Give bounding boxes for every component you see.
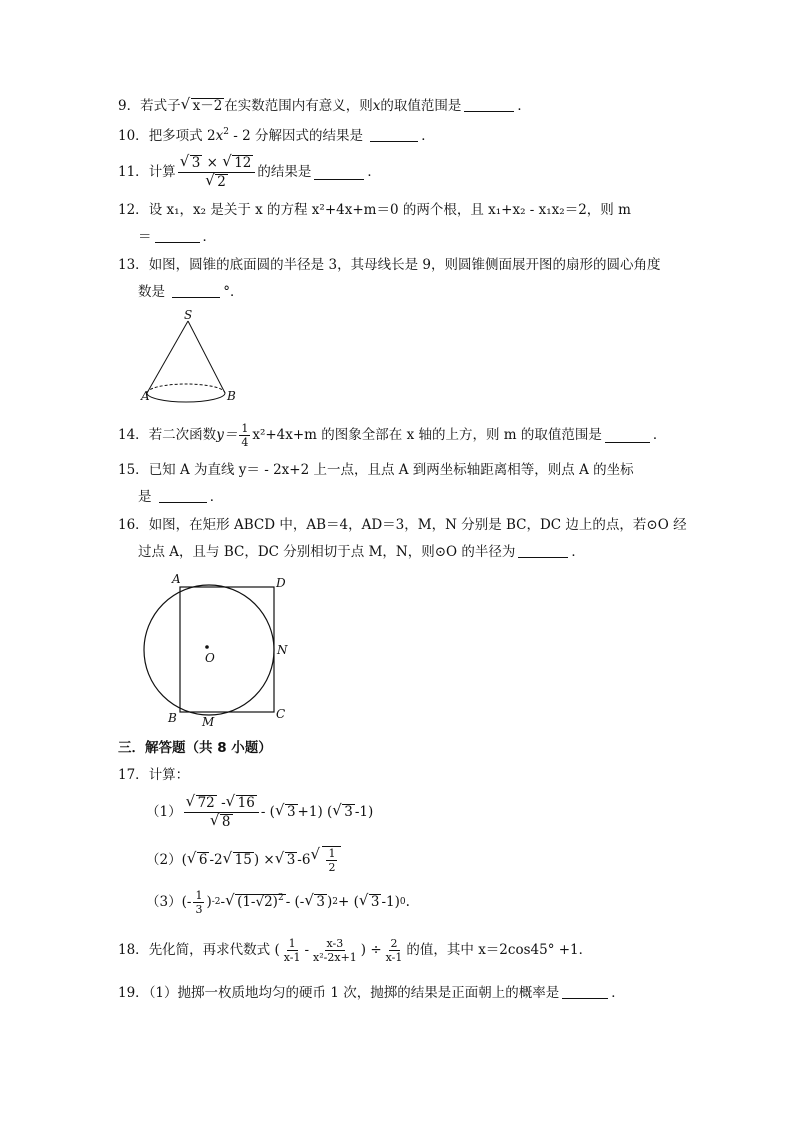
rectangle-abcd bbox=[180, 587, 274, 712]
label-d: D bbox=[276, 576, 286, 590]
answer-blank[interactable] bbox=[155, 228, 200, 243]
question-12-line2: ＝ ． bbox=[138, 229, 216, 245]
question-16-line2: 过点 A，且与 BC，DC 分别相切于点 M，N，则⊙O 的半径为 ． bbox=[138, 544, 585, 560]
question-9: 9．若式子√ x－2 在实数范围内有意义，则x的取值范围是 ． bbox=[118, 96, 531, 116]
answer-blank[interactable] bbox=[159, 488, 207, 503]
label-o: O bbox=[205, 651, 215, 665]
cone-figure bbox=[130, 305, 250, 405]
question-14: 14． 若二次函数 y＝ $\frac{1}{4}$ x²+4x+m 的图象全部在 x 轴的上方，则 m 的取值范围是 ． bbox=[118, 421, 667, 449]
label-b: B bbox=[227, 389, 236, 403]
question-10: 10．把多项式 $2x^2 - 2$ 分解因式的结果是 ． bbox=[118, 127, 435, 144]
rectangle-circle-figure bbox=[135, 570, 300, 735]
answer-blank[interactable] bbox=[605, 428, 650, 443]
question-15: 15．已知 A 为直线 y＝ - 2x+2 上一点，且点 A 到两坐标轴距离相等，则点 A 的坐标 bbox=[118, 462, 634, 478]
label-s: S bbox=[184, 308, 193, 322]
answer-blank[interactable] bbox=[172, 283, 220, 298]
question-12: 12．设 x₁，x₂ 是关于 x 的方程 x²+4x+m＝0 的两个根，且 x₁+x₂ - x₁x₂＝2，则 m bbox=[118, 202, 631, 218]
section-heading: 三．解答题（共 8 小题） bbox=[118, 740, 272, 756]
center-point bbox=[205, 645, 209, 649]
fraction: √ 3 × √ 12 √ 2 bbox=[178, 154, 256, 191]
cone-left-edge bbox=[147, 321, 188, 393]
q17-part3: （3） (- $\frac{1}{3}$ ) -2 - √ $(1-√2)^2$ - (- √ 3 ) 2 + ( √ 3 -1) 0 . bbox=[146, 884, 410, 920]
answer-blank[interactable] bbox=[562, 984, 608, 999]
question-16: 16．如图，在矩形 ABCD 中，AB＝4，AD＝3，M，N 分别是 BC，DC 边上的点，若⊙O 经 bbox=[118, 517, 687, 533]
question-13: 13．如图，圆锥的底面圆的半径是 3，其母线长是 9，则圆锥侧面展开图的扇形的圆心角度 bbox=[118, 257, 661, 273]
answer-blank[interactable] bbox=[518, 543, 568, 558]
cone-base-back bbox=[147, 384, 225, 393]
circle-o bbox=[144, 585, 274, 715]
question-11: 11． 计算 √ 3 × √ 12 √ 2 的结果是 ． bbox=[118, 152, 381, 192]
label-m: M bbox=[202, 715, 215, 729]
fraction: $\frac{1}{4}$ bbox=[241, 421, 249, 449]
question-13-line2: 数是 °． bbox=[138, 284, 244, 300]
label-a: A bbox=[141, 389, 150, 403]
question-18: 18． 先化简，再求代数式 ( $\frac{1}{x-1}$ - $\frac{x-3}{\text{x²-2x+1}}$ ) ÷ $\frac{2}{x-1}$ 的值，其中 x＝2cos45° +1． bbox=[118, 936, 593, 964]
q17-part2: （2） ( √ 6 -2 √ 15 ) × √ 3 -6 √ $\frac{1}{2}$ bbox=[146, 840, 341, 880]
sqrt-sign: √ x－2 bbox=[182, 96, 225, 116]
question-15-line2: 是 ． bbox=[138, 489, 224, 505]
answer-blank[interactable] bbox=[314, 165, 364, 180]
question-17: 17．计算： bbox=[118, 767, 190, 783]
answer-blank[interactable] bbox=[370, 127, 418, 142]
label-b: B bbox=[168, 711, 177, 725]
label-n: N bbox=[277, 643, 288, 657]
answer-blank[interactable] bbox=[464, 97, 514, 112]
fraction: √ 72 -√ 16 √ 8 bbox=[184, 794, 259, 831]
question-19: 19．（1）抛掷一枚质地均匀的硬币 1 次，抛掷的结果是正面朝上的概率是 ． bbox=[118, 985, 625, 1001]
q17-part1: （1） √ 72 -√ 16 √ 8 - ( √ 3 +1) ( √ 3 -1) bbox=[146, 790, 373, 834]
cone-base-front bbox=[147, 393, 225, 402]
cone-right-edge bbox=[188, 321, 225, 393]
label-a: A bbox=[172, 572, 181, 586]
label-c: C bbox=[276, 707, 286, 721]
